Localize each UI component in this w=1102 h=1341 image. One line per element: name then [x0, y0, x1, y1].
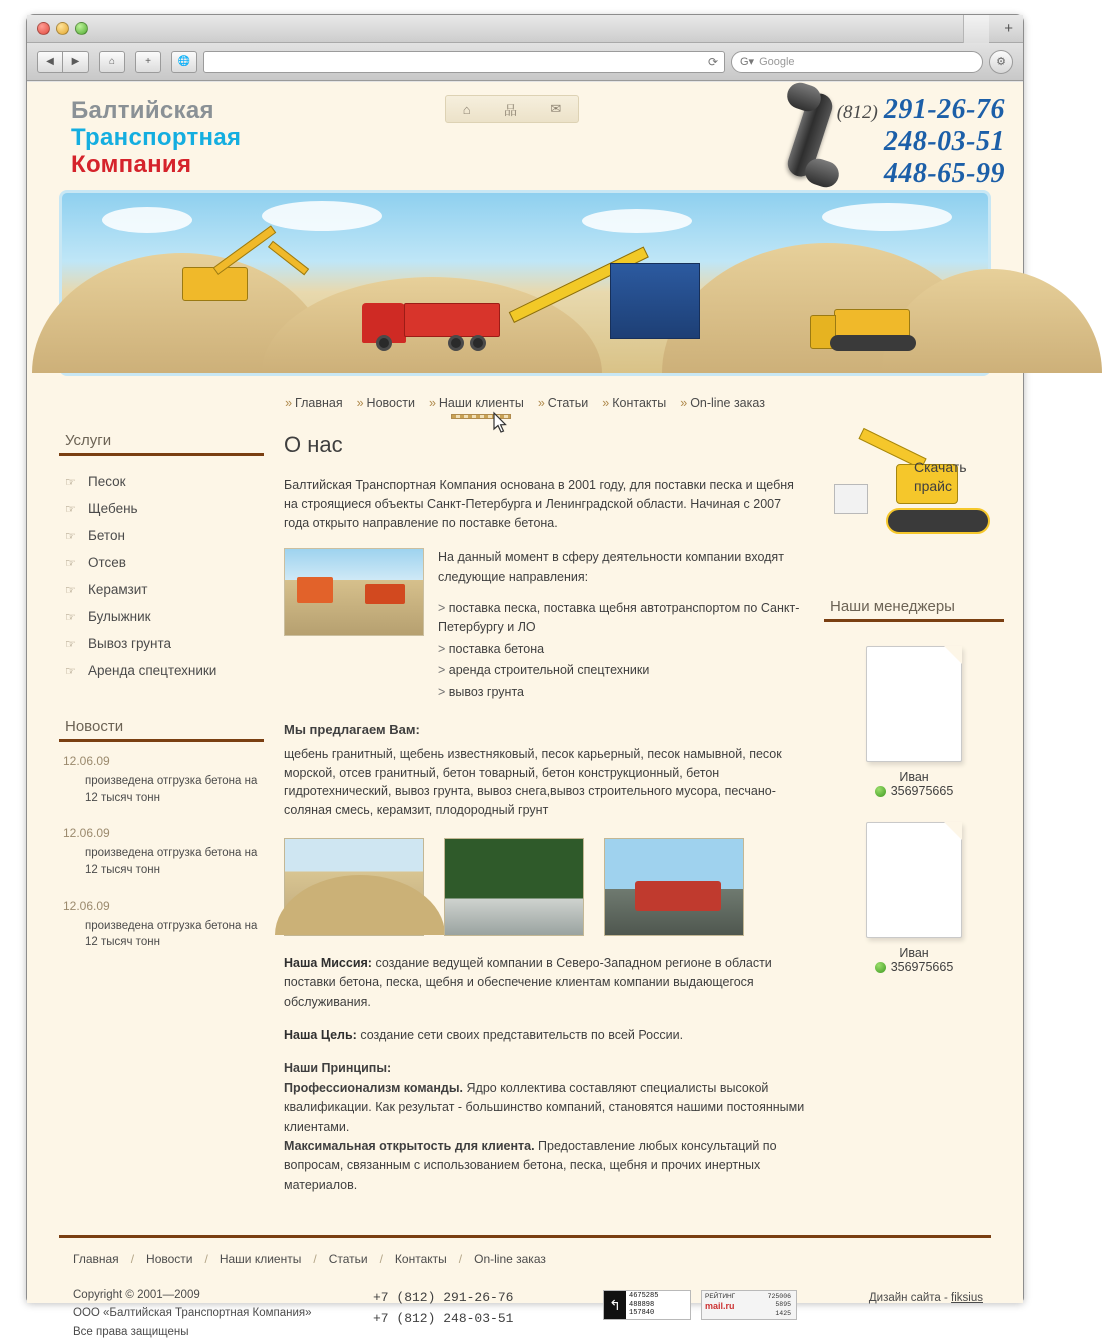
phone-number-1: 291-26-76	[883, 94, 1005, 125]
footer-phones	[373, 1286, 603, 1330]
sidebar-item-cobblestone[interactable]	[63, 603, 264, 630]
liveinternet-counter[interactable]	[603, 1290, 691, 1320]
mission-text: создание ведущей компании в Северо-Западном регионе в области поставки бетона, песка, щебня и обеспечение клиентам компании выдающегося обслуживания.	[284, 955, 772, 1009]
page-title: О нас	[284, 432, 343, 457]
footer-phone-2: +7 (812) 248-03-51	[373, 1310, 514, 1326]
icq-icon	[875, 786, 886, 797]
news-item[interactable]	[59, 899, 264, 951]
news-text: произведена отгрузка бетона на 12 тысяч тонн	[85, 775, 258, 804]
principles-title: Наши Принципы:	[284, 1061, 392, 1076]
design-link[interactable]: fiksius	[951, 1292, 983, 1304]
download-line-1: Скачать	[914, 459, 967, 475]
copyright-block	[73, 1286, 373, 1341]
back-icon[interactable]: ◀	[37, 51, 63, 73]
site-logo[interactable]	[71, 98, 241, 179]
arrow-icon: ☞	[65, 609, 76, 624]
chevron-icon: »	[285, 396, 293, 410]
nav-item-online-order[interactable]	[680, 396, 765, 410]
nav-item-news[interactable]	[357, 396, 415, 410]
separator: /	[313, 1252, 317, 1266]
offer-text: щебень гранитный, щебень известняковый, песок карьерный, песок намывной, песок морской, отсев гранитный, бетон товарный, бетон конструкционный, бетон гидротехнический, вывоз грунта, вывоз снега,вывоз строительного мусора, песчано-соляная смесь, керамзит, плодородный грунт	[284, 746, 782, 818]
copyright-line-1: Copyright © 2001—2009	[73, 1289, 200, 1301]
principle-2-label: Максимальная открытость для клиента.	[284, 1138, 535, 1153]
mission-paragraph	[284, 954, 808, 1012]
sidebar-item-sand[interactable]	[63, 468, 264, 495]
manager-name: Иван	[899, 770, 929, 784]
mailru-brand: mail.ru	[705, 1301, 735, 1312]
browser-toolbar	[27, 43, 1023, 81]
service-label: Отсев	[88, 555, 126, 570]
news-date: 12.06.09	[63, 754, 110, 768]
goal-text: создание сети своих представительств по всей России.	[356, 1028, 684, 1042]
manager-card[interactable]	[824, 646, 1004, 798]
principle-1-text: Ядро коллектива составляют специалисты высокой квалификации. Как результат - большинство компаний, становятся нашими постоянными клиентами.	[284, 1080, 805, 1134]
chevron-icon: »	[356, 396, 364, 410]
service-label: Бетон	[88, 528, 125, 543]
footer-nav-articles[interactable]: Статьи	[328, 1252, 368, 1266]
nav-label: Новости	[366, 396, 415, 410]
download-price-label[interactable]	[914, 458, 1004, 496]
nav-label: Статьи	[547, 396, 589, 410]
tab-strip[interactable]	[963, 15, 989, 43]
reload-icon[interactable]: ⟳	[707, 54, 718, 69]
nav-label: Наши клиенты	[438, 396, 524, 410]
services-title: Услуги	[65, 432, 112, 449]
arrow-icon: ☞	[65, 528, 76, 543]
copyright-line-2: ООО «Балтийская Транспортная Компания»	[73, 1307, 312, 1320]
header-icon-bar[interactable]	[445, 95, 579, 123]
browser-titlebar	[27, 15, 1023, 43]
arrow-icon: ☞	[65, 501, 76, 516]
mailru-title: РЕЙТИНГ	[705, 1293, 736, 1300]
bullet-icon: >	[438, 601, 449, 615]
news-heading	[59, 718, 264, 742]
arrow-icon: ☞	[65, 555, 76, 570]
minimize-window-button[interactable]	[56, 22, 69, 35]
mission-label: Наша Миссия:	[284, 955, 372, 970]
manager-name: Иван	[899, 946, 929, 960]
search-input[interactable]	[731, 51, 983, 73]
goal-label: Наша Цель:	[284, 1028, 357, 1042]
li-count-1: 4675285	[629, 1291, 659, 1300]
photo-gallery	[284, 838, 808, 936]
nav-label: On-line заказ	[690, 396, 765, 410]
web-page	[27, 82, 1023, 1338]
design-label: Дизайн сайта -	[868, 1292, 952, 1304]
manager-icq[interactable]	[824, 960, 1004, 974]
right-sidebar	[824, 432, 1004, 1195]
bullet-icon: >	[438, 663, 449, 678]
mailru-count-3: 1425	[775, 1309, 791, 1317]
goal-paragraph	[284, 1026, 808, 1045]
footer-nav-news[interactable]: Новости	[146, 1252, 193, 1266]
header-phones	[837, 94, 1005, 190]
main-content	[264, 432, 824, 1195]
settings-icon[interactable]: ⚙	[989, 50, 1013, 74]
managers-title: Наши менеджеры	[830, 598, 955, 615]
service-label: Щебень	[88, 501, 138, 516]
manager-photo-placeholder	[866, 822, 962, 938]
mailru-rating-counter[interactable]	[701, 1290, 797, 1320]
services-list[interactable]	[59, 468, 264, 684]
phone-number-2: 248-03-51	[883, 126, 1005, 157]
directions-block	[284, 548, 808, 704]
dump-truck-graphic	[362, 293, 502, 351]
left-sidebar	[59, 432, 264, 1195]
home-icon[interactable]: ⌂	[99, 51, 125, 73]
arrow-icon: ↰	[604, 1291, 626, 1319]
news-item[interactable]	[59, 826, 264, 878]
services-heading	[59, 432, 264, 456]
icq-number: 356975665	[890, 784, 954, 798]
sidebar-item-claydite[interactable]	[63, 576, 264, 603]
manager-photo-placeholder	[866, 646, 962, 762]
footer-phone-1: +7 (812) 291-26-76	[373, 1290, 514, 1305]
counters-block[interactable]	[603, 1286, 797, 1320]
globe-icon[interactable]: 🌐	[171, 51, 197, 73]
new-tab-button[interactable]: +	[1004, 20, 1013, 37]
close-window-button[interactable]	[37, 22, 50, 35]
crushing-plant-graphic	[514, 239, 704, 339]
chevron-icon: »	[680, 396, 688, 410]
manager-card[interactable]	[824, 822, 1004, 974]
chevron-icon: »	[428, 396, 436, 410]
sidebar-item-concrete[interactable]	[63, 522, 264, 549]
principle-1-label: Профессионализм команды.	[284, 1080, 464, 1095]
service-label: Булыжник	[88, 609, 151, 624]
arrow-icon: ☞	[65, 663, 76, 678]
nav-label: Контакты	[612, 396, 667, 410]
directions-lead: На данный момент в сферу деятельности компании входят следующие направления:	[438, 550, 784, 584]
site-footer	[59, 1235, 991, 1341]
li-count-2: 488898	[629, 1300, 655, 1309]
footer-bottom	[59, 1278, 991, 1341]
nav-item-articles[interactable]	[538, 396, 588, 410]
forward-icon[interactable]: ▶	[63, 51, 89, 73]
gallery-photo-sand	[284, 838, 424, 936]
sidebar-item-screening[interactable]	[63, 549, 264, 576]
service-label: Песок	[88, 474, 126, 489]
site-header	[27, 82, 1023, 190]
site-photo	[284, 548, 424, 636]
news-item[interactable]	[59, 754, 264, 806]
li-count-3: 157840	[629, 1309, 655, 1318]
offer-title: Мы предлагаем Вам:	[284, 721, 420, 737]
content-columns	[27, 418, 1023, 1195]
directions-text	[438, 548, 808, 704]
direction-item: поставка бетона	[448, 641, 545, 656]
news-date: 12.06.09	[63, 898, 110, 913]
service-label: Вывоз грунта	[88, 636, 172, 651]
logo-line-2: Транспортная	[71, 123, 242, 151]
google-icon: G▾	[740, 56, 755, 68]
news-text: произведена отгрузка бетона на 12 тысяч тонн	[85, 847, 258, 877]
icq-number: 356975665	[890, 960, 954, 974]
browser-window	[26, 14, 1024, 1338]
mail-icon[interactable]: ✉	[550, 101, 562, 116]
add-icon[interactable]: +	[135, 51, 161, 73]
service-label: Аренда спецтехники	[88, 663, 217, 678]
mouse-cursor-icon	[493, 412, 509, 434]
footer-nav-online-order[interactable]: On-line заказ	[474, 1252, 546, 1266]
download-price-block[interactable]	[824, 432, 1004, 582]
intro-paragraph: Балтийская Транспортная Компания основана в 2001 году, для поставки песка и щебня на строящиеся объекты Санкт-Петербурга и Ленинградской области. Начиная с 2007 года открыто направление по поставке бетона.	[284, 478, 794, 530]
direction-item: вывоз грунта	[448, 684, 524, 699]
managers-heading	[824, 598, 1004, 622]
arrow-icon: ☞	[65, 474, 76, 489]
phone-number-3: 448-65-99	[883, 158, 1005, 189]
nav-item-clients[interactable]	[429, 396, 524, 410]
nav-item-contacts[interactable]	[602, 396, 666, 410]
news-date: 12.06.09	[63, 826, 110, 841]
footer-nav-clients[interactable]: Наши клиенты	[219, 1252, 302, 1266]
sitemap-icon[interactable]: 品	[503, 102, 517, 118]
mailru-count-2: 5895	[775, 1301, 791, 1309]
footer-navigation[interactable]	[59, 1248, 991, 1278]
sidebar-item-soil-removal[interactable]	[63, 630, 264, 657]
design-credit	[869, 1286, 991, 1304]
window-controls[interactable]	[37, 22, 88, 35]
news-title: Новости	[65, 718, 124, 735]
phone-area-code: (812)	[836, 102, 878, 123]
directions-list	[438, 599, 808, 702]
logo-line-1: Балтийская	[71, 97, 214, 124]
excavator-icon	[826, 436, 998, 556]
home-icon[interactable]: ⌂	[462, 101, 471, 117]
bullet-icon: >	[438, 684, 449, 699]
chevron-icon: »	[602, 396, 610, 410]
hero-banner-image	[59, 190, 991, 376]
nav-item-home[interactable]	[285, 396, 343, 410]
nav-label: Главная	[295, 396, 343, 410]
telephone-handset-icon	[783, 84, 845, 186]
separator: /	[204, 1252, 208, 1266]
maximize-window-button[interactable]	[75, 22, 88, 35]
separator: /	[379, 1252, 383, 1266]
download-line-2: прайс	[914, 477, 952, 494]
search-placeholder: Google	[759, 55, 795, 68]
principle-2-text: Предоставление любых консультаций по вопросам, связанным с использованием бетона, песка, щебня и прочих инертных материалов.	[284, 1138, 777, 1192]
mailru-count-1: 725006	[767, 1293, 791, 1300]
separator: /	[458, 1252, 463, 1266]
separator: /	[130, 1252, 135, 1266]
navigation-buttons[interactable]	[37, 51, 89, 73]
sidebar-item-gravel[interactable]	[63, 495, 264, 522]
service-label: Керамзит	[88, 582, 148, 597]
manager-icq[interactable]	[824, 784, 1004, 798]
chevron-icon: »	[537, 396, 545, 410]
gallery-photo-truck	[604, 838, 744, 936]
arrow-icon: ☞	[65, 636, 76, 651]
bulldozer-graphic	[810, 291, 940, 351]
bullet-icon: >	[438, 641, 449, 656]
direction-item: поставка песка, поставка щебня автотранспортом по Санкт-Петербургу и ЛО	[438, 601, 800, 635]
principles-block	[284, 1059, 808, 1195]
sidebar-item-equipment-rental[interactable]	[63, 657, 264, 684]
address-bar[interactable]	[203, 51, 725, 73]
logo-line-3: Компания	[71, 150, 192, 178]
icq-icon	[875, 962, 886, 973]
news-text: произведена отгрузка бетона на 12 тысяч тонн	[85, 919, 258, 949]
footer-nav-contacts[interactable]: Контакты	[394, 1252, 447, 1266]
direction-item: аренда строительной спецтехники	[448, 663, 650, 678]
copyright-line-3: Все права защищены	[73, 1325, 189, 1338]
footer-nav-home[interactable]: Главная	[73, 1252, 119, 1266]
excavator-graphic	[182, 215, 312, 301]
arrow-icon: ☞	[65, 582, 76, 597]
main-navigation[interactable]	[27, 388, 1023, 418]
gallery-photo-quarry	[444, 838, 584, 936]
